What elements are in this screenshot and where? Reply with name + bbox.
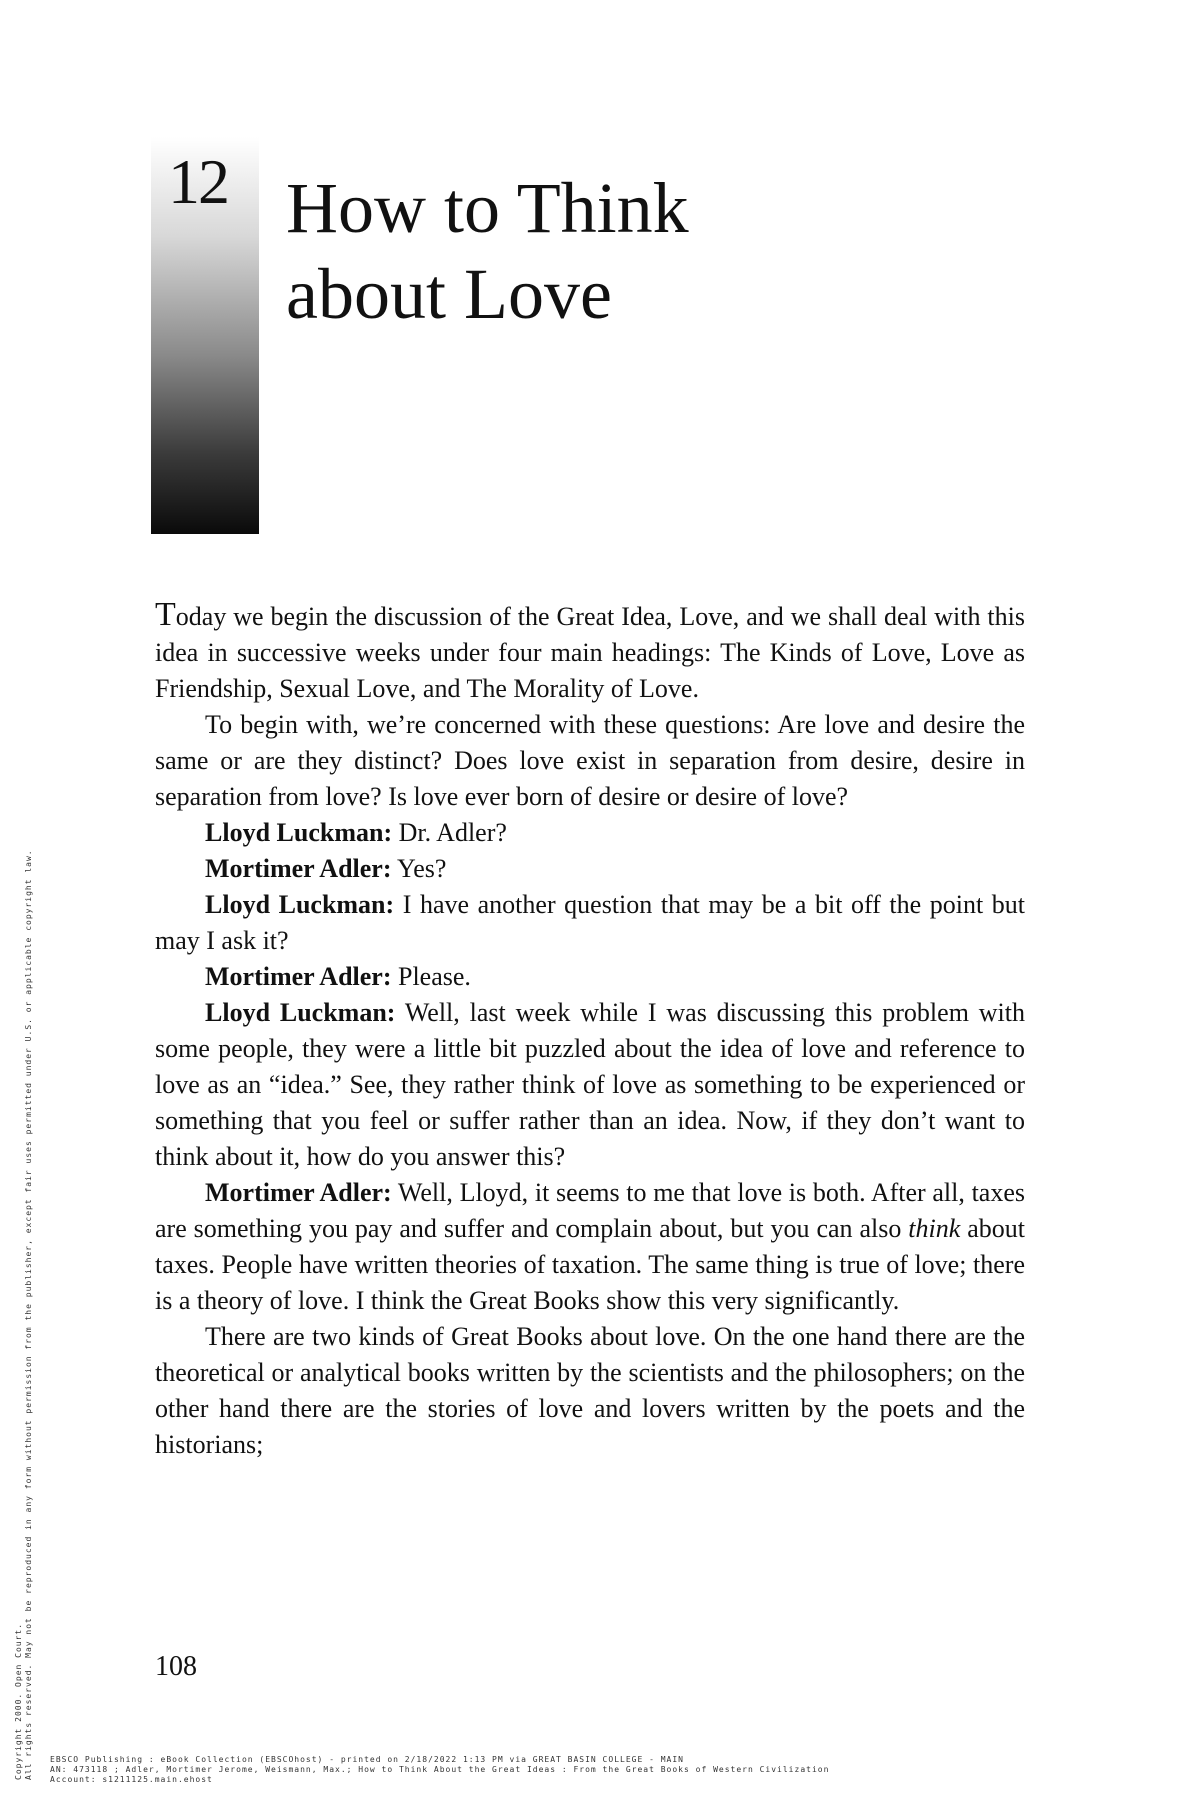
speaker-name: Lloyd Luckman: xyxy=(205,890,395,919)
drop-cap: T xyxy=(155,596,176,633)
dialogue-text: Well, last week while I was discussing this problem with some people, they were a little bit puzzled about the idea of love and reference to love as an “idea.” See, they rather think of love as something to be experienced or something that you feel or suffer rather than an idea. Now, if they don’t want to think about it, how do you answer this? xyxy=(155,998,1025,1171)
footer-line-2: AN: 473118 ; Adler, Mortimer Jerome, Weismann, Max.; How to Think About the Great Ideas : From the Great Books of Western Civilization xyxy=(50,1765,830,1774)
chapter-title-line-2: about Love xyxy=(286,254,612,334)
emphasis-think: think xyxy=(908,1214,961,1243)
dialogue-line xyxy=(155,959,1025,995)
copyright-line-2: All rights reserved. May not be reproduced in any form without permission from the publisher, except fair uses permitted under U.S. or applicable copyright law. xyxy=(24,849,33,1780)
copyright-side-notice xyxy=(14,560,34,1780)
dialogue-text: I have another question that may be a bit off the point but may I ask it? xyxy=(155,890,1025,955)
speaker-name: Lloyd Luckman: xyxy=(205,818,393,847)
dialogue-line xyxy=(155,995,1025,1175)
paragraph-2 xyxy=(155,707,1025,815)
speaker-name: Lloyd Luckman: xyxy=(205,998,396,1027)
dialogue-line xyxy=(155,851,1025,887)
paragraph-9-text: There are two kinds of Great Books about love. On the one hand there are the theoretical or analytical books written by the scientists and the philosophers; on the other hand there are the stories of love and lovers written by the poets and the historians; xyxy=(155,1322,1025,1459)
dialogue-text: Please. xyxy=(391,962,471,991)
footer-line-3: Account: s1211125.main.ehost xyxy=(50,1775,213,1784)
ebsco-footer-notice xyxy=(50,1755,829,1785)
chapter-number: 12 xyxy=(168,146,228,217)
footer-line-1: EBSCO Publishing : eBook Collection (EBSCOhost) - printed on 2/18/2022 1:13 PM via GREAT BASIN COLLEGE - MAIN xyxy=(50,1755,684,1764)
paragraph-1-text: oday we begin the discussion of the Great Idea, Love, and we shall deal with this idea in successive weeks under four main headings: The Kinds of Love, Love as Friendship, Sexual Love, and The Morality of Love. xyxy=(155,602,1025,703)
body-text xyxy=(155,597,1025,1463)
paragraph-9 xyxy=(155,1319,1025,1463)
dialogue-text-continued: about taxes. People have written theories of taxation. The same thing is true of love; there is a theory of love. I think the Great Books show this very significantly. xyxy=(155,1214,1026,1315)
page-number: 108 xyxy=(155,1651,197,1682)
dialogue-line xyxy=(155,815,1025,851)
dialogue-text: Yes? xyxy=(391,854,447,883)
dialogue-text: Well, Lloyd, it seems to me that love is both. After all, taxes are something you pay and suffer and complain about, but you can also xyxy=(155,1178,1026,1243)
chapter-title xyxy=(286,165,689,337)
dialogue-line xyxy=(155,1175,1025,1319)
copyright-line-1: Copyright 2000. Open Court. xyxy=(14,1622,23,1780)
paragraph-2-text: To begin with, we’re concerned with these questions: Are love and desire the same or are they distinct? Does love exist in separation from desire, desire in separation from love? Is love ever born of desire or desire of love? xyxy=(155,710,1025,811)
dialogue-line xyxy=(155,887,1025,959)
paragraph-1 xyxy=(155,597,1025,707)
dialogue-text: Dr. Adler? xyxy=(392,818,507,847)
speaker-name: Mortimer Adler: xyxy=(205,962,392,991)
chapter-title-line-1: How to Think xyxy=(286,168,689,248)
speaker-name: Mortimer Adler: xyxy=(205,854,392,883)
speaker-name: Mortimer Adler: xyxy=(205,1178,392,1207)
